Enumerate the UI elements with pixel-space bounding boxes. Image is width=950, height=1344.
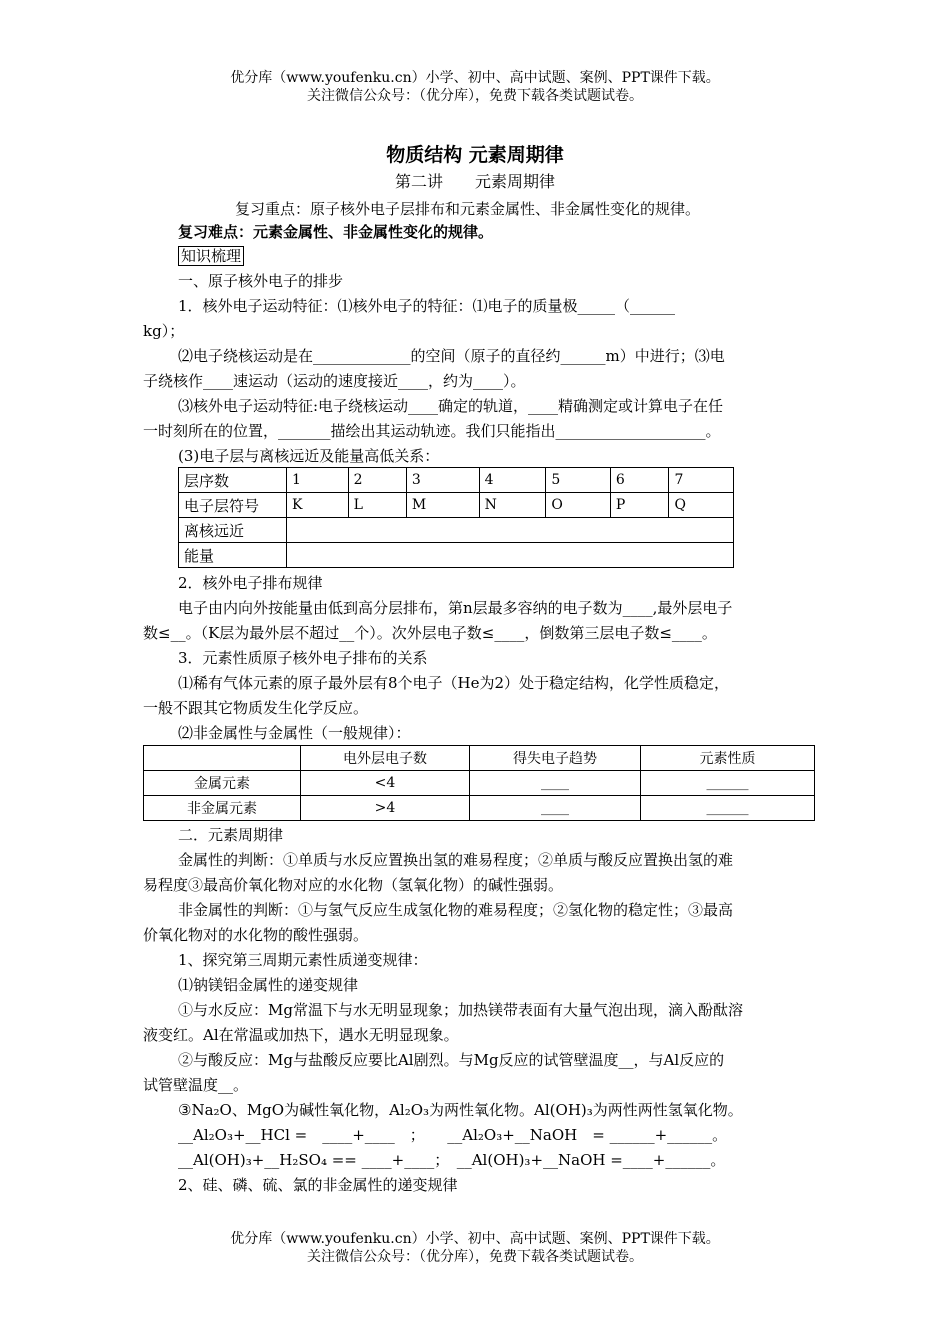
text-line: 1、探究第三周期元素性质递变规律：: [178, 951, 428, 969]
table-cell: K: [287, 493, 349, 518]
text-line: 电子由内向外按能量由低到高分层排布，第n层最多容纳的电子数为____,最外层电子: [178, 599, 733, 617]
electron-shell-table: [178, 467, 734, 568]
review-focus: 复习重点：原子核外电子层排布和元素金属性、非金属性变化的规律。: [235, 200, 701, 218]
text-line: 二．元素周期律: [178, 826, 284, 844]
footer-line-2: 关注微信公众号：（优分库），免费下载各类试题试卷。: [307, 1249, 643, 1265]
table-cell: ____: [470, 796, 641, 821]
text-line: 一般不跟其它物质发生化学反应。: [143, 699, 369, 717]
text-line: 非金属性的判断：①与氢气反应生成氢化物的难易程度；②氢化物的稳定性；③最高: [178, 901, 734, 919]
table-cell: L: [348, 493, 406, 518]
table-cell: M: [406, 493, 479, 518]
review-difficulty-label: 复习难点：: [178, 223, 254, 241]
text-line: 一时刻所在的位置，_______描绘出其运动轨迹。我们只能指出____________________。: [143, 422, 721, 440]
metal-nonmetal-table: [143, 745, 815, 821]
equation-line: __Al(OH)₃+__H₂SO₄ == ____+____； __Al(OH)₃+__NaOH =____+______。: [178, 1151, 726, 1169]
table-cell: 4: [479, 468, 546, 493]
review-difficulty: [178, 222, 493, 242]
table-cell: 1: [287, 468, 349, 493]
table-cell: 电子层符号: [179, 493, 287, 518]
table-cell: 非金属元素: [144, 796, 301, 821]
equation-line: __Al₂O₃+__HCl = ____+____ ； __Al₂O₃+__NaOH = ______+______。: [178, 1126, 728, 1144]
text-line: 易程度③最高价氧化物对应的水化物（氢氧化物）的碱性强弱。: [143, 876, 564, 894]
table-header: 得失电子趋势: [470, 746, 641, 771]
text-line: ⑵电子绕核运动是在_____________的空间（原子的直径约______m）中进行；⑶电: [178, 347, 725, 365]
table-row: [144, 746, 815, 771]
text-line: 一、原子核外电子的排步: [178, 272, 344, 290]
table-cell: >4: [301, 796, 470, 821]
table-cell: 7: [669, 468, 734, 493]
text-line: 金属性的判断：①单质与水反应置换出氢的难易程度；②单质与酸反应置换出氢的难: [178, 851, 734, 869]
table-header: 电外层电子数: [301, 746, 470, 771]
text-line: 2．核外电子排布规律: [178, 574, 323, 592]
table-header: 元素性质: [641, 746, 815, 771]
header-line-2: 关注微信公众号：（优分库），免费下载各类试题试卷。: [307, 88, 643, 104]
text-line: (3)电子层与离核远近及能量高低关系：: [178, 447, 440, 465]
table-row: [179, 493, 734, 518]
footer-line-1: 优分库（www.youfenku.cn）小学、初中、高中试题、案例、PPT课件下载。: [230, 1231, 720, 1247]
table-cell: 6: [610, 468, 669, 493]
table-cell: ______: [641, 796, 815, 821]
text-line: 子绕核作____速运动（运动的速度接近____，约为____）。: [143, 372, 526, 390]
text-line: 3．元素性质原子核外电子排布的关系: [178, 649, 428, 667]
section-tag: [178, 246, 244, 266]
table-cell: O: [546, 493, 611, 518]
document-title: 物质结构 元素周期律: [386, 144, 564, 166]
header-line-1: 优分库（www.youfenku.cn）小学、初中、高中试题、案例、PPT课件下载。: [230, 70, 720, 86]
table-cell: 2: [348, 468, 406, 493]
table-cell: ____: [470, 771, 641, 796]
text-line: ⑶核外电子运动特征:电子绕核运动____确定的轨道，____精确测定或计算电子在任: [178, 397, 724, 415]
text-line: 液变红。Al在常温或加热下，遇水无明显现象。: [143, 1026, 459, 1044]
table-cell: P: [610, 493, 669, 518]
table-cell: Q: [669, 493, 734, 518]
text-line: 数≤__。（K层为最外层不超过__个）。次外层电子数≤____，倒数第三层电子数≤____。: [143, 624, 717, 642]
text-line: ②与酸反应：Mg与盐酸反应要比Al剧烈。与Mg反应的试管壁温度__，与Al反应的: [178, 1051, 725, 1069]
table-cell: ______: [641, 771, 815, 796]
section-tag-label: 知识梳理: [178, 246, 244, 266]
table-cell: 金属元素: [144, 771, 301, 796]
document-subtitle: 第二讲 元素周期律: [394, 172, 555, 191]
table-row: [144, 771, 815, 796]
text-line: kg）；: [143, 322, 185, 340]
text-line: ①与水反应：Mg常温下与水无明显现象；加热镁带表面有大量气泡出现，滴入酚酞溶: [178, 1001, 743, 1019]
table-cell: 5: [546, 468, 611, 493]
page-header: [0, 69, 950, 105]
text-line: 价氧化物对的水化物的酸性强弱。: [143, 926, 369, 944]
text-line: ⑴稀有气体元素的原子最外层有8个电子（He为2）处于稳定结构，化学性质稳定，: [178, 674, 730, 692]
table-cell-blank: [287, 518, 734, 543]
table-cell-blank: [287, 543, 734, 568]
table-cell: 离核远近: [179, 518, 287, 543]
table-row: [144, 796, 815, 821]
text-line: 2、硅、磷、硫、氯的非金属性的递变规律: [178, 1176, 458, 1194]
table-row: [179, 543, 734, 568]
text-line: ⑵非金属性与金属性（一般规律）：: [178, 724, 411, 742]
table-header: [144, 746, 301, 771]
text-line: 1．核外电子运动特征：⑴核外电子的特征：⑴电子的质量极_____（______: [178, 297, 676, 315]
table-row: [179, 518, 734, 543]
page-footer: [0, 1230, 950, 1266]
text-line: ⑴钠镁铝金属性的递变规律: [178, 976, 359, 994]
text-line: 试管壁温度__。: [143, 1076, 249, 1094]
table-cell: N: [479, 493, 546, 518]
text-line: ③Na₂O、MgO为碱性氧化物，Al₂O₃为两性氧化物。Al(OH)₃为两性两性氢氧化物。: [178, 1101, 743, 1119]
table-row: [179, 468, 734, 493]
review-difficulty-text: 元素金属性、非金属性变化的规律。: [253, 223, 494, 241]
table-cell: <4: [301, 771, 470, 796]
table-cell: 层序数: [179, 468, 287, 493]
table-cell: 能量: [179, 543, 287, 568]
table-cell: 3: [406, 468, 479, 493]
